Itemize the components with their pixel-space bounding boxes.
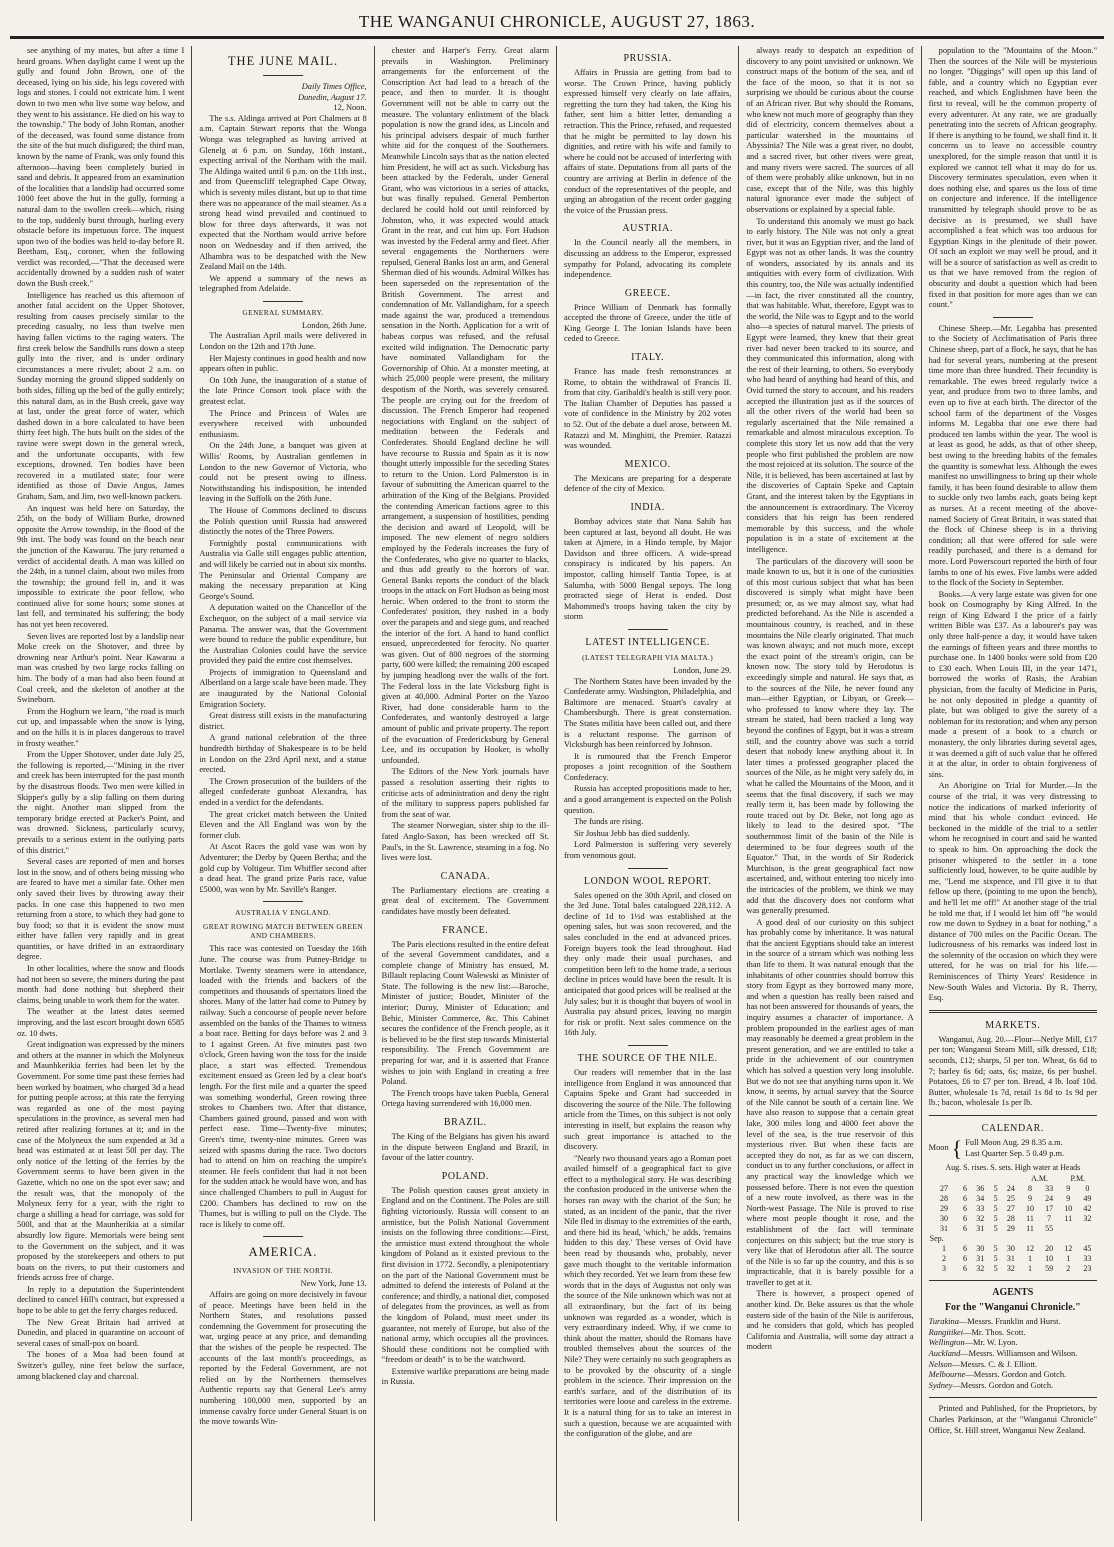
- agent-town: Turakina: [928, 1317, 959, 1327]
- paragraph: An inquest was held here on Saturday, the 25th, on the body of William Burke, drowned opposite the Arrow township, in the flood of the 9th inst. The body was found on the beach near the junction of the Kawarau. The jury returned a verdict of accidental death. A man was killed on the 24th, in a tunnel claim, about two miles from the township; the ground fell in, and it was impossible to extricate the poor fellow, who continued alive for some hours; some stones at last fell, and terminated his suffering; the body has not yet been recovered.: [17, 503, 185, 630]
- calendar-cell: 59: [1045, 1264, 1054, 1274]
- agent-line: [929, 1360, 1097, 1371]
- calendar-cell: 6: [962, 1184, 967, 1194]
- masthead-title: THE WANGANUI CHRONICLE, AUGUST 27, 1863.: [358, 12, 756, 31]
- calendar-cell: 6: [962, 1204, 967, 1214]
- calendar-cell: 9: [1028, 1194, 1032, 1204]
- paragraph: Sales opened on the 30th April, and closed on the 3rd June. Total bales catalogued 228,112. A decline of 1d to 1½d was established at the opening sales, but was soon recovered, and the sales concluded in the end at advanced prices. Foreign buyers took the lead throughout. Had they only made their usual purchases, and competition been left to the home trade, a serious decline in prices would have been the result. It is anticipated that good prices will be realised at the July sales; but it is thought that buyers of wool in Australia pay absurd prices, leaving no margin for risk or profit. Next sales commence on the 16th July.: [563, 890, 732, 1038]
- calendar-cell: 30: [976, 1244, 985, 1254]
- paragraph: Affairs are going on more decisively in favour of peace. Meetings have been held in the Northern States, and resolutions passed condemning the Government for prosecuting the war, urging peace at any price, and demanding that the wishes of the people be respected. The accounts of the last month's proceedings, as reported by the Federal Government, are not relied on by the Northerners themselves Authentic reports say that General Lee's army numbering 100,000 men, supported by an immense cavalry force under General Stuart is on the move towards Win-: [199, 1289, 367, 1427]
- calendar-cell: 49: [1083, 1194, 1092, 1204]
- section-title-italy: ITALY.: [631, 352, 665, 364]
- brace-icon: {: [951, 1135, 963, 1161]
- paragraph-aborigine-trial: An Aborigine on Trial for Murder.—In the course of the trial, it was very distressing to notice the indications of marked inferiority of mind that his whole conduct evinced. He beckoned in the middle of the trial to a settler whom he recognised in court and said he wanted to speak to him. On approaching the dock the prisoner whispered to the settler in a tone sufficiently loud, however, to be quite audible by me, "Lend me sixpence, and I'll give it to that fellow up there, (pointing to me upon the bench), and he'll let me off!" At another stage of the trial he told me that, if I would let him off "he would row me down to Sydney in a boat for nothing," a distance of 700 miles on the Pacific Ocean. The ludicrousness of his remarks was indeed lost in the solemnity of the occasion on which they were uttered, for he was on trial for his life.—Reminiscences of Thirty Years' Residence in New-South Wales and Victoria. By R. Therry, Esq.: [928, 781, 1097, 1003]
- divider: [263, 1236, 303, 1237]
- paragraph: The s.s. Aldinga arrived at Port Chalmers at 8 a.m. Captain Stewart reports that the Wonga Wonga was telegraphed as having arrived at Glenelg at 6 p.m. on Sunday, 16th instant., expecting arrival of the Northam with the mail. The Aldinga waited until 6 p.m. on the 11th inst., and from Queenscliff telegraphed Cape Otway, which is seventy miles distant, but up to that time there was no appearance of the mail steamer. As a strong head wind prevailed and continued to blow for three days afterwards, it was not expected that the Northam would arrive before noon on Wednesday and if then arrived, the Alhambra was to be despatched with the New Zealand Mail on the 14th.: [199, 113, 367, 272]
- agent-name: —Messrs. C. & J. Elliott.: [951, 1359, 1038, 1369]
- calendar-cell: 31: [976, 1224, 985, 1234]
- paragraph: Great distress still exists in the manufacturing district.: [199, 711, 367, 731]
- calendar-cell: 36: [976, 1184, 985, 1194]
- divider: [929, 1280, 1097, 1281]
- calendar-cell: 8: [1028, 1184, 1032, 1194]
- paragraph: This race was contested on Tuesday the 16th June. The course was from Putney-Bridge to Mortlake. Twenty steamers were in attendance, loaded with the friends and backers of the competitors and thousands of spectators lined the shores. Many of the latter had come to Putney by railway. Such a concourse of people never before assembled on the banks of the Thames to witness a boat race. Betting for days before was 2 and 3 to 1 against Green. At five minutes past two o'clock, Green having won the toss for the inside place, a start was effected. Tremendous excitement ensued as Green led by a clear boat's length. For the first mile and a quarter the speed was something wonderful, Green rowing three strokes to Chambers two. After that distance, Chambers gained ground, passed and won with perfect ease. Time—Twenty-five minutes; Green's time, twenty-nine minutes. Green was seized with spasms during the race. Two doctors had to attend on him on reaching the umpire's steamer. He feels confident that had it not been for the sudden attack he would have won, and has since challenged Chambers to pull in August for £200. Chambers has declined to row on the Thames, but is willing to pull on the Clyde. The race is likely to come off.: [199, 944, 367, 1229]
- section-title-brazil: BRAZIL.: [443, 1117, 487, 1128]
- paragraph: Prince William of Denmark has formally accepted the throne of Greece, under the title of King George I. The Ionian Islands have been ceded to Greece.: [563, 302, 732, 344]
- calendar-row: [929, 1184, 1097, 1194]
- calendar-row: [929, 1254, 1097, 1264]
- calendar-cell: 11: [1026, 1224, 1034, 1234]
- column-1: [10, 46, 192, 1521]
- paragraph: Our readers will remember that in the last intelligence from England it was announced that Captains Speke and Grant had succeeded in discovering the source of the Nile. The following article from the Times, on this subject is not only interesting in itself, but explains the reason why such great importance is attached to the discovery.: [563, 1067, 732, 1152]
- calendar-cell: 32: [976, 1264, 985, 1274]
- calendar-cell: 5: [993, 1214, 998, 1224]
- calendar-cell: 6: [962, 1254, 967, 1264]
- paragraph: The Crown prosecution of the builders of the alleged confederate gunboat Alexandra, has ended in a verdict for the defendants.: [199, 776, 367, 807]
- paragraph: In reply to a deputation the Superintendent declined to cancel Hill's contract, but expressed a hope to be able to get the ferry charges reduced.: [17, 1284, 185, 1316]
- paragraph: Great indignation was expressed by the miners and others at the manner in which the Molyneux and Maunhkerikia ferries had been let by the Government. For some time past these ferries had been worked by boatmen, who charged 3d a head for putting people across; at this rate the ferrying was regarded as one of the most paying speculations in the province, as several men had retired after realizing fortunes at it; and in the case of the Molyneux the sum expended at 3d a head was estimated at at least 50l per day. The only notice of the letting of the ferries by the Government seems to have been given in the Gazette, which no one on the spot ever saw; and the result was, that the monopoly of the Molyneux ferry for a year, with the right to charge a shilling a head for carriage, was sold for 500l, and that at the Maunherikia at a similar absurdly low figure. Memorials were being sent to the Government on the subject, and it was proposed by the storekeepers and others to put boats on the rivers, to put their customers and friends across free of charge.: [17, 1040, 185, 1283]
- moon-phase-list: [965, 1138, 1064, 1159]
- paragraph: Affairs in Prussia are getting from bad to worse. The Crown Prince, having publicly expressed himself very clearly on late affairs, regretting the turn they had taken, the King his father, sent him a bitter letter, demanding a retraction. This the Prince, refused, and requested that he might be permitted to lay down his dignities, and retire with his wife and family to where he could not be accused of interfering with affairs of state. Deputations from all parts of the country are arriving at Berlin in defence of the conduct of the representatives of the people, and urging an abrogation of the recent order gagging the voice of the Prussian press.: [563, 68, 732, 215]
- paragraph: The funds are rising.: [573, 817, 644, 827]
- calendar-table: [929, 1174, 1097, 1274]
- paragraph: From the Hogburn we learn, "the road is much cut up, and impassable when the snow is lying, and on the hills it is in places dangerous to travel in frosty weather.": [17, 706, 185, 748]
- paragraph: see anything of my mates, but after a time I heard groans. When daylight came I went up the gully and found John Brown, one of the deceased, lying on his side, his legs covered with logs and stones. I could not extricate him. I went down to two men who live some way below, and they went to his assistance. He died on his way to the township." The body of John Roman, another of the deceased, was found some distance from the site of the hut much disfigured; the third man, known by the name of Frank, was only found this afternoon—having been completely buried in sand and debris. It appeared from an examination of the localities that a landslip had occurred some 1000 feet above the hut in the gully, forming a natural dam to the swollen creek—which, rising to the top, suddenly burst through, hurling every obstacle before its impetuous force. The inquest upon two of the bodies was held to-day before R. Beetham, Esq., coroner, when the following verdict was recorded,—"That the deceased were accidentally drowned by a sudden rush of water down the Bush creek.": [17, 46, 185, 289]
- dateline-london: London, June 29.: [673, 665, 732, 675]
- calendar-cell: 5: [993, 1244, 998, 1254]
- paragraph: Intelligence has reached us this afternoon of another fatal accident on the Upper Shotover, resulting from causes precisely similar to the preceding casualty, no less than twelve men having fallen victims to the raging waters. The first creek below the Sandhills runs down a steep gully into the river, and is under ordinary circumstances a mere rivulet; about 2 a.m. on Sunday morning the ground slipped suddenly on both sides, filling up the bed of the gully entirely; this natural dam, as in the Bush creek, gave way at last, under the great force of water, which dashed down in a bore calculated to have been thirty feet high. The huts built on the sides of the ravine were swept down in the general wreck, and the unfortunate occupants, with few exceptions, drowned. Ten bodies have been recovered in a mutilated state; four were identified as those of Davie Angus, James Graham, Sam, and Jim, two well-known packers.: [17, 290, 185, 501]
- calendar-cell: 12: [1064, 1244, 1073, 1254]
- calendar-body-aug: [929, 1184, 1097, 1234]
- paragraph: The Parliamentary elections are creating a great deal of excitement. The Government candidates have mostly been defeated.: [381, 885, 549, 916]
- calendar-cell: 31: [939, 1224, 948, 1234]
- calendar-cell: 7: [1047, 1214, 1052, 1224]
- section-title-markets: MARKETS.: [985, 1019, 1041, 1031]
- moon-last-quarter: Last Quarter Sep. 5 0.49 p.m.: [965, 1148, 1065, 1158]
- paragraph-chinese-sheep: Chinese Sheep.—Mr. Legabba has presented to the Society of Acclimatisation of Paris three Chinese sheep, part of a flock, he says, that he has had for several years, numbering at the present time more than three hundred. Their fecundity is remarkable. The ewes breed regularly twice a year, and produce from two to three lambs, and even up to five at each birth. The director of the school farm of the department of the Vosges informs M. Legabba that one ewe there had produced ten lambs within the year. The wool is at least as good, he adds, as that of other sheep, best owing to the breeding habits of the females the quantity is somewhat less. Although the ewes manifest no unwillingness to bring up their whole family, it has been found desirable to allow them to suckle only two lambs each, goats being kept as nurses. At a recent meeting of the above-named Society of Great Britain, it was stated that the flock of Chinese sheep is in a thriving condition; all that were offered for sale were readily purchased, and there is a demand for more. Lord Powerscourt reported the birth of four lambs to one of his ewes. Five lambs were added to the flock of the Society in September.: [928, 323, 1097, 588]
- section-title-austria: AUSTRIA.: [622, 223, 673, 235]
- paragraph: "Nearly two thousand years ago a Roman poet availed himself of a geographical fact to give effect to a mythological story. He was describing the confusion produced in the universe when the horses ran away with the chariot of the Sun; he stated, as an incident of the panic, that the river Nile fled in dismay to the extremities of the earth, and there hid its head, 'which,' he adds, 'remains hidden to this day.' These verses of Ovid have been read by thousands who, probably, never gave much thought to the veritable information which they recorded. Yet we learn from these few words that in the days of Augustus not only was the source of the Nile unknown which was not at all extraordinary, but the fact of its being unknown was regarded as a wonder, which is very extraordinary indeed. Why, if we come to think about the matter, should the Romans have troubled themselves about the sources of the Nile? They were certainly no such geographers as to be provoked by the obscurity of a single problem in the science. Their impression on the earth's surface, and of the distribution of its territories were loose and careless in the extreme. It is a natural thing for us to take an interest in such a question, because we are acquainted with the configuration of the globe, and are: [563, 1153, 732, 1439]
- paragraph: From the Upper Shotover, under date July 25, the following is reported,—"Mining in the river and creek has been interrupted for the past month by the disastrous floods. Two men were killed in Skipper's gully by a slip falling on them during the night. Another man slipped from the temporary bridge erected at Packer's Point, and was drowned. Sickness, particularly scurvy, prevails to a serious extent in the outlying parts of this district.": [17, 750, 185, 855]
- dateline-summary: London, 26th June.: [301, 320, 367, 330]
- calendar-cell: 17: [1045, 1204, 1054, 1214]
- paragraph: The French troops have taken Puebla, General Ortega having surrendered with 16,000 men.: [381, 1088, 549, 1109]
- dateline-new-york: New York, June 13.: [300, 1279, 367, 1289]
- agent-town: Melbourne: [928, 1370, 966, 1380]
- calendar-row: [929, 1224, 1097, 1234]
- divider: [929, 1010, 1097, 1013]
- calendar-cell: 29: [1006, 1224, 1015, 1234]
- section-title-general-summary: GENERAL SUMMARY.: [242, 307, 324, 317]
- section-title-wool-report: LONDON WOOL REPORT.: [583, 875, 712, 887]
- calendar-cell: 32: [976, 1214, 985, 1224]
- section-title-australia-england: AUSTRALIA V ENGLAND.: [235, 908, 331, 918]
- section-title-latest: LATEST INTELLIGENCE.: [585, 636, 710, 648]
- paragraph: On 10th June, the inauguration of a statue of the late Prince Consort took place with the greatest eclat.: [199, 375, 367, 407]
- agent-name: —Messrs. Williamson and Wilson.: [960, 1348, 1078, 1358]
- paragraph: always ready to despatch an expedition of discovery to any point unvisited or unknown. We construct maps of the bottom of the sea, and of the face of the moon, so that it is not so surprising we should be curious about the course of an African river. But why should the Romans, who knew not much more of geography than they did of electricity, concern themselves about a particular watershed in the mountains of Abyssinia? The Nile was a great river, no doubt, and a sacred river, but other rivers were great, and many rivers were sacred. The sources of all of them were probably alike unknown, but in no case, except that of the Nile, was this highly natural ignorance ever made the subject of observations or explained by a special fable.: [746, 46, 914, 214]
- calendar-cell: [1059, 1224, 1078, 1234]
- calendar-cell: 30: [1006, 1244, 1015, 1254]
- calendar-pm: P.M.: [1070, 1174, 1086, 1184]
- calendar-cell: 6: [962, 1264, 967, 1274]
- masthead: [10, 8, 1104, 38]
- calendar-cell: 20: [1045, 1244, 1054, 1254]
- calendar-cell: 5: [993, 1204, 998, 1214]
- paragraph: The Editors of the New York journals have passed a resolution asserting their rights to criticise acts of administration and deny the right of the military to suppress papers published far from the seat of war.: [381, 767, 549, 819]
- agent-name: —Mr. Thos. Scott.: [963, 1327, 1026, 1337]
- calendar-cell: 5: [993, 1224, 998, 1234]
- column-6: [922, 46, 1104, 1521]
- calendar-cell: 9: [1066, 1194, 1071, 1204]
- paragraph: A grand national celebration of the three hundredth birthday of Shakespeare is to be held in London on the 23rd April next, and a statue erected.: [199, 733, 367, 775]
- calendar-cell: 10: [1064, 1204, 1073, 1214]
- paragraph: We append a summary of the news as telegraphed from Adelaide.: [199, 273, 367, 294]
- paragraph: France has made fresh remonstrances at Rome, to obtain the withdrawal of Francis II. from that city. Garibaldi's health is still very poor. The Italian Chamber of Deputies has passed a vote of confidence in the Ministry by 202 votes to 52. Out of the debate a duel arose, between M. Ratazzi and M. Minghitti, the Premier. Ratazzi was wounded.: [563, 367, 732, 451]
- paragraph: population to the "Mountains of the Moon." Then the sources of the Nile will be mysterious no longer. "Diggings" will open up this land of fable, and a country which no Egyptian ever reached, and which Englishmen have been the first to reveal, will be the common property of every adventurer. At any rate, we are gradually penetrating into the secrets of African geography. If there is anything to be found, we shall find it. It concerns us to leave no accessible country unexplored, for the simple reason that until it is explored we cannot tell what it may do for us. Discovery terminates speculation, even when it does nothing else, and spares us the loss of time on conjecture and inference. If the intelligence transmitted by telegraph should prove to be as decisive as is presumed, we shall have accomplished a feat which was too arduous for Egyptian Kings in the plenitude of their power. Of such an exploit we may well be proud, and it will be a source of satisfaction as well as credit to us that we have removed from the region of obscurity and doubt a question which had been fixed in that position for more ages than we can count.": [928, 46, 1097, 310]
- paragraph: The Paris elections resulted in the entire defeat of the several Government candidates, and a complete change of Ministry has ensued, M. Billault replacing Count Walewski as Minister of State. The following is the new list:—Baroche, Minister of justice; Boudet, Minister of the interior; Duruy, Minister of Education; and Behic, Minister Commerce, &c. This Cabinet secures the confidence of the French people, as it is believed to be the first step towards Ministerial responsibility. The French Government are preparing for war, and it is asserted that France wishes to join with England in creating a free Poland.: [381, 939, 549, 1087]
- agent-town: Auckland: [928, 1348, 961, 1358]
- paragraph: Extensive warlike preparations are being made in Russia.: [381, 1366, 549, 1387]
- calendar-cell: 6: [962, 1244, 967, 1254]
- paragraph: There is however, a prospect opened of another kind. Dr. Beke assures us that the whole eastern side of the basin of the Nile is auriferous, and he considers that gold, which has peopled California and Australia, will some day attract a modern: [746, 1289, 914, 1352]
- divider: [263, 301, 303, 302]
- calendar-cell: 27: [1006, 1204, 1015, 1214]
- divider: [993, 317, 1033, 318]
- paragraph: Lord Palmerston is suffering very severely from venomous gout.: [563, 840, 732, 861]
- section-title-america: AMERICA.: [248, 1245, 318, 1260]
- paragraph: chester and Harper's Ferry. Great alarm prevails in Washington. Preliminary arrangements for the enforcement of the Conscription Act had lead to a breach of the peace, and then to murder. It is thought Government will not be able to carry out the measure. The voluntary enlistment of the black population is now the grand idea, as Lincoln and his principal advisers despair of much further white aid for the conquest of the Southerners. Meanwhile Lincoln says that as the nation elected him President, he will act as such. Vicksburg has been attacked by the Federals, under General Grant, who was victorious in a series of attacks, but was finally repulsed. General Pemberton declared he could hold out until reinforced by Johnston, who, it was expected would attack Grant in the rear, and cut him up. Fort Hudson was invested by the Federal army and fleet. After several engagements the Northerners were repulsed, General Banks lost an arm, and General Sherman died of his wounds. Admiral Wilkes has been superseded on the representation of the British Government. The arrest and condemnation of Mr. Vallandigham, for a speech made against the war, produced a tremendous sensation in the North. Application for a writ of habeas corpus was refused, and the refusal excited wild indignation. The Democratic party have nominated Vallandigham for the Governorship of Ohio. At a monster meeting, at which 25,000 people were present, the military despotism of the North, was severely censured. The people are crying out for the freedom of discussion. The French Emperor had reopened negociations with England on the subject of meditation between the Federals and Confederates. Should England decline he will have recourse to Russia and Spain as it is now thought utterly impossible for the seceding States to return to the Union. Lord Palmerston is in favour of submitting the American quarrel to the arbitration of the King of the Belgians. Provided the contending American factions agree to this arrangement, a suspension of hostilities, pending the decision and award of Leopold, will be imposed. The new element of negro soldiers employed by the Federals increases the fury of the Confederates, who give no quarter to blacks, and thus add greatly to the horrors of war. General Banks reports the conduct of the black troops in the attack on Fort Hudson as being most heroic. When ordered to the front to storm the Confederates' position, they rushed in a body over the parapets and and siege guns, and reached the interior of the fort. A hand to hand conflict ensued, unprecedented for ferocity. No quarter was given. Out of 800 negroes of the storming party, 600 were killed; the remaining 200 escaped by jumping headlong over the walls of the fort. The Federal loss in the late Vicksburg fight is given at 40,000. Admiral Porter on the Yazoo River, had done considerable harm to the Confederates, and wantonly destroyed a large amount of public and private property. The report of the evacuation of Fredericksburg by General Lee, and its occupation by Hooker, is wholly unfounded.: [381, 46, 549, 765]
- dateline-place: Dunedin, August 17.: [297, 92, 367, 102]
- column-3: [375, 46, 557, 1521]
- calendar-cell: 24: [1045, 1194, 1054, 1204]
- calendar-cell: 6: [962, 1224, 967, 1234]
- calendar-cell: 12: [1026, 1244, 1034, 1254]
- paragraph: The Mexicans are preparing for a desperate defence of the city of Mexico.: [563, 473, 732, 494]
- agent-name: —Messrs. Franklin and Hurst.: [958, 1317, 1061, 1327]
- calendar-cell: [1078, 1224, 1097, 1234]
- section-title-greece: GREECE.: [624, 287, 671, 299]
- paragraph: It is rumoured that the French Emperor proposes a joint recognition of the Southern Confederacy.: [563, 751, 732, 782]
- agent-town: Wellington: [928, 1338, 965, 1348]
- calendar-cell: 25: [1006, 1194, 1015, 1204]
- agent-line: [929, 1370, 1097, 1381]
- calendar-am: A.M.: [1031, 1174, 1048, 1184]
- calendar-cell: 45: [1083, 1244, 1092, 1254]
- section-title-poland: POLAND.: [441, 1170, 489, 1182]
- paragraph: On the 24th June, a banquet was given at Willis' Rooms, by Australian gentlemen in London to the new Governor of Victoria, who could not be present owing to illness. Notwithstanding his indisposition, he intended leaving in the Suffolk on the 26th June.: [199, 441, 367, 504]
- paragraph: The great cricket match between the United Eleven and the All England was won by the former club.: [199, 809, 367, 840]
- divider: [263, 901, 303, 902]
- calendar-cell: 1: [1028, 1254, 1032, 1264]
- paragraph: The Polish question causes great anxiety in England and on the Continent. The Poles are still fighting victoriously. Russia will consent to an armistice, but the Polish National Government insists on the following three conditions:—First, the armistice must extend throughout the whole kingdom of Poland as it existed previous to the first division in 1772. Secondly, a plenipotentiary on the part of the National Government must be admitted to defend the interests of Poland at the conference; and thirdly, a national diet, composed of delegates from the provinces, as well as from the kingdom of Poland, must meet under its guarantee, not merely of Europe, but also of the national army, which occupies all the provinces. Should these conditions not be complied with "freedom or death" is to be the watchword.: [381, 1185, 549, 1365]
- divider: [929, 1397, 1097, 1398]
- calendar-cell: 2: [1066, 1264, 1071, 1274]
- section-title-calendar: CALENDAR.: [981, 1123, 1044, 1134]
- calendar-cell: 33: [1083, 1254, 1092, 1264]
- paragraph: The Australian April mails were delivered in London on the 12th and 17th June.: [199, 331, 367, 352]
- column-5: [739, 46, 921, 1521]
- paragraph: The Northern States have been invaded by the Confederate army. Washington, Philadelphia, and Baltimore are menaced. Stuart's cavalry at Chambersburgh. There is great consternation. The States militia have been called out, and there is a reluctant response. The garrison of Vicksburgh has been reinforced by Johnson.: [563, 676, 732, 750]
- column-4: [557, 46, 739, 1521]
- paragraph: To understand this anomaly we must go back to early history. The Nile was not only a great river, but it was an Egyptian river, and the land of Egypt was not as other lands. It was the country of wonders, associated by its annals and its antiquities with every form of civilization. With this country, too, the Nile was actually indentified—in fact, the river constituted all the country, that was habitable. What, therefore, Egypt was to the world, the Nile was to Egypt and to the world also—a species of natural marvel. The priests of Egypt were learned, they knew that their great river had never been tracked to its source, and they communicated this information, along with the rest of their learning, to others. So everybody who had heard of anything had heard of this, and Ovid turned the story to account, and his readers accepted the illustration just as if the sources of all the other rivers of the world had been so regularly ascertained that the Nile remained a remarkable and almost miraculous exception. To complete this story let us now add that the very people who first published the problem are now the most rejoiced at its solution. The source of the Nile, it is believed, has been ascertained at last by the discoveries of Captain Speke and Captain Grant, and the interest taken by the Egyptians in the announcement is extraordinary. The Viceroy considers that his reign has been rendered memorable by this success, and the whole population is in a state of excitement at the intelligence.: [746, 216, 914, 554]
- paragraph: The weather at the latest dates seemed improving, and the last escort brought down 6585 oz. 10 dwts.: [17, 1007, 185, 1038]
- calendar-header-row: [929, 1174, 1097, 1184]
- agents-list: [929, 1317, 1097, 1391]
- agent-line: [929, 1349, 1097, 1360]
- section-subtitle-malta: (LATEST TELEGRAPH VIA MALTA.): [582, 652, 714, 662]
- section-subtitle-rowing: GREAT ROWING MATCH BETWEEN GREEN AND CHAMBERS.: [202, 922, 364, 941]
- masthead-rule: [10, 38, 1104, 40]
- calendar-sep-label: Sep.: [929, 1234, 944, 1244]
- paragraph: Fortnightly postal communications with Australia via Galle still engages public attention, and will likely be carried out in about six months. The Peninsular and Oriental Company are making the necessary preparation at King George's Sound.: [199, 538, 367, 601]
- calendar-cell: 32: [1006, 1264, 1015, 1274]
- calendar-cell: 34: [976, 1194, 985, 1204]
- calendar-cell: 5: [993, 1184, 998, 1194]
- calendar-row: [929, 1214, 1097, 1224]
- paragraph: In the Council nearly all the members, in discussing an address to the Emperor, expressed sympathy for Poland, advocating its complete independence.: [563, 238, 732, 280]
- paragraph: Several cases are reported of men and horses lost in the snow, and of others being missing who are feared to have met a similar fate. Other men only saved their lives by throwing away their packs. In one case this happened to two men returning from a store, to which they had gone to buy food; so that it is evident the snow must either have fallen very rapidly and in great quantities, or have drifted in an extraordinary degree.: [17, 857, 185, 962]
- calendar-cell: 6: [962, 1194, 967, 1204]
- calendar-row: [929, 1264, 1097, 1274]
- calendar-cell: 11: [1064, 1214, 1073, 1224]
- calendar-cell: 42: [1083, 1204, 1092, 1214]
- calendar-caption: Aug. S. rises. S. sets. High water at Heads: [945, 1163, 1081, 1173]
- agent-line: [929, 1328, 1097, 1339]
- divider: [263, 75, 303, 76]
- calendar-cell: 1: [941, 1244, 946, 1254]
- calendar-cell: 32: [1083, 1214, 1092, 1224]
- calendar-cell: 9: [1066, 1184, 1071, 1194]
- agent-line: [929, 1338, 1097, 1349]
- paragraph: Her Majesty continues in good health and now appears often in public.: [199, 353, 367, 374]
- agent-town: Nelson: [928, 1359, 952, 1369]
- section-subtitle-agents: For the "Wanganui Chronicle.": [944, 1302, 1081, 1314]
- calendar-cell: 30: [939, 1214, 948, 1224]
- calendar-cell: 24: [1006, 1184, 1015, 1194]
- moon-label: Moon: [928, 1143, 949, 1153]
- divider: [929, 1115, 1097, 1116]
- calendar-cell: 11: [1026, 1214, 1034, 1224]
- paragraph: The Prince and Princess of Wales are everywhere received with unbounded enthusiasm.: [199, 408, 367, 439]
- calendar-cell: 28: [1006, 1214, 1015, 1224]
- divider: [628, 629, 668, 630]
- calendar-cell: 2: [941, 1254, 946, 1264]
- agent-town: Sydney: [928, 1380, 953, 1390]
- calendar-cell: 29: [939, 1204, 948, 1214]
- agent-name: —Mr. W. Lyon.: [964, 1338, 1018, 1348]
- calendar-cell: 5: [993, 1254, 998, 1264]
- calendar-cell: 33: [1045, 1184, 1054, 1194]
- moon-phases: [928, 1135, 1097, 1161]
- calendar-cell: 5: [993, 1194, 998, 1204]
- paragraph: Bombay advices state that Nana Sahib has been captured at last, beyond all doubt. He was taken at Ajmere, in a Hindo temple, by Major Davidson and three officers. A wide-spread conspiracy is indicated by his papers. An impostor, calling himself Tantia Topee, is at Salumba, with 5000 Bengal sepoys. The long protracted siege of Herat is ended. Dost Mahommed's troops having taken the city by storm: [563, 517, 732, 622]
- calendar-cell: 0: [1085, 1184, 1090, 1194]
- section-title-june-mail: THE JUNE MAIL.: [227, 54, 339, 68]
- section-title-india: INDIA.: [630, 502, 665, 513]
- paragraph: The House of Commons declined to discuss the Polish question until Russia had answered distinctly the notes of the Three Powers.: [199, 505, 367, 537]
- paragraph: The steamer Norwegian, sister ship to the ill-fated Anglo-Saxon, has been wrecked off St. Paul's, in the St. Lawrence, steaming in a fog. No lives were lost.: [381, 821, 549, 863]
- calendar-body-sep: [929, 1244, 1097, 1274]
- calendar-cell: 31: [1006, 1254, 1015, 1264]
- calendar-cell: 31: [976, 1254, 985, 1264]
- paragraph: The bones of a Moa had been found at Switzer's gulley, nine feet below the surface, among blackened clay and charcoal.: [17, 1350, 185, 1381]
- imprint: Printed and Published, for the Proprietors, by Charles Parkinson, at the "Wanganui Chronicle" Office, St. Hill street, Wanganui New Zealand.: [928, 1404, 1097, 1435]
- paragraph: The King of the Belgians has given his award in the dispute between England and Brazil, in favour of the latter country.: [381, 1132, 549, 1163]
- calendar-cell: 28: [939, 1194, 948, 1204]
- paragraph: Sir Joshua Jebb has died suddenly.: [573, 828, 690, 838]
- paragraph: The particulars of the discovery will soon be made known to us, but it is one of the curiosities of this most curious subject that what has been discovered is simply what might have been presumed; or, as we may almost say, what had predicted beforehand. As the Nile is ascended a mountainous country, is reached, and in these mountains the Nile clearly originated. That much was known always; and not much more, except the exact point of the stream's origin, can be known now. The story told by Herodotus is exceedingly simple and natural. He says that, as to the sources of the Nile, he never found any man—either Egyptian, or Libyan, or Greek—who professed to know where they lay. The stream he stated, had been tracked a long way beyond the confines of Egypt, but it was a stream still, and the country above was such a torrid desert that nobody knew anything about it. In later times a professed geographer placed the sources of the Nile, as he might very safely do, in what he called the Mountains of the Moon, and it seems that the final discovery, if such we may really term it, has been made by following the route traced out by Dr. Beke, not long ago as likely to lead to the desired spot. "The southernmost limit of the basin of the Nile is determined to be four degrees south of the Equator." That, in the words of Sir Roderick Murchison, is the great geographical fact now ascertained, and, without entering too nicely into the intricacies of the problem, we think we may add that the discovery does not conform what was generally presumed.: [746, 556, 914, 916]
- calendar-cell: 55: [1045, 1224, 1054, 1234]
- section-title-mexico: MEXICO.: [624, 458, 671, 470]
- paragraph: A good deal of our curiosity on this subject has probably come by inheritance. It was natural that the ancient Egyptians should take an interest in the source of a stream which was nothing less than life to them. It was natural enough that the inhabitants of other countries should borrow this story from Egypt as they borrowed many more, and when a question has really been raised and has not been answered for thousands of years, the inquiry assumes a character of importance. A problem propounded in the earliest ages of man may reasonably be deemed a great problem in the present generation, and we are entitled to take a pride in the achievement of our countrymen which has solved a question very long insoluble. But we do not see that anything turns upon it. We know, it seems, by actual survey that the Source of the Nile cannot be south of a certain line. We have also reason to suppose that a certain great lake, 300 miles long and 4000 feet above the level of the sea, is the true reservoir of this mysterious river. But when these facts are accepted they do not, as far as we can discern, conduct us to any further conclusions, or affect in any practical way the knowledge which we possessed before. There is not even the question of a new route involved, as there was in the North-west Passage. The Nile is proved to rise where most people thought it rose, and the establishment of the fact will terminate conjectures on this subject; but the true story is very like that of Herodotus after all. The source of the Nile is so far up the country, and this is so impracticable, that it is barely possible for a traveller to get at it.: [746, 917, 914, 1287]
- paragraph: Russia has accepted propositions made to her, and a good arrangement is expected on the Polish question.: [563, 784, 732, 815]
- section-title-agents: AGENTS: [992, 1287, 1034, 1299]
- section-subtitle-invasion: INVASION OF THE NORTH.: [233, 1266, 333, 1276]
- column-2: [192, 46, 374, 1521]
- calendar-row: [929, 1194, 1097, 1204]
- calendar-cell: 6: [962, 1214, 967, 1224]
- columns: [10, 46, 1104, 1521]
- divider: [628, 1045, 668, 1046]
- agent-name: —Messrs. Gordon and Gotch.: [965, 1370, 1067, 1380]
- dateline-office: Daily Times Office,: [301, 82, 367, 91]
- paragraph: Seven lives are reported lost by a landslip near Moke creek on the Shotover, and three by drowning near Arthur's point. Near Kawarau a man was crushed by two large rocks falling on him. The body of a man had also been found at Coal creek, and the skeleton of another at the Swineburn.: [17, 631, 185, 705]
- calendar-cell: 1: [1066, 1254, 1071, 1264]
- agent-line: [929, 1317, 1097, 1328]
- calendar-cell: 33: [976, 1204, 985, 1214]
- section-title-prussia: PRUSSIA.: [623, 53, 672, 64]
- moon-full: Full Moon Aug. 29 8.35 a.m.: [965, 1138, 1063, 1147]
- section-title-nile: THE SOURCE OF THE NILE.: [577, 1052, 718, 1064]
- section-title-canada: CANADA.: [440, 870, 491, 882]
- calendar-cell: 3: [941, 1264, 946, 1274]
- calendar-cell: 5: [993, 1264, 998, 1274]
- calendar-cell: 27: [939, 1184, 948, 1194]
- paragraph-markets: Wanganui, Aug. 20.—Flour—Netlye Mill, £17 per ton; Wanganui Steam Mill, silk dressed, £18; seconds, £12; sharps, 5l per ton. Wheat, 6s 6d to 7; barley 6s 6d; oats, 6s; maize, 6s per bushel. Potatoes, £6 to £7 per ton. Bread, 4 lb. loaf 10d. Butter, wholesale 1s 7d, retail 1s 8d to 1s 9d per lb.; bacon, wholesale 1s per lb.: [928, 1034, 1097, 1108]
- calendar-row: [929, 1204, 1097, 1214]
- calendar-cell: 10: [1026, 1204, 1034, 1214]
- paragraph: Projects of immigration to Queensland and Albertland on a large scale have been made. They are inaugurated by the National Colonial Emigration Society.: [199, 667, 367, 709]
- calendar-cell: 23: [1083, 1264, 1092, 1274]
- paragraph: At Ascot Races the gold vase was won by Adventurer; the Derby by Queen Bertha; and the gold cup by Voltigeur. Tim Whiffler second after a dead heat. The grand prize Paris race, value £5000, was won by Mr. Saville's Ranger.: [199, 842, 367, 894]
- calendar-row: [929, 1244, 1097, 1254]
- agent-town: Rangitikei: [928, 1327, 964, 1337]
- paragraph: The New Great Britain had arrived at Dunedin, and placed in quarantine on account of several cases of small-pox on board.: [17, 1317, 185, 1348]
- agent-name: —Messrs. Gordon and Gotch.: [952, 1380, 1054, 1390]
- dateline-time: 12, Noon.: [333, 103, 367, 113]
- calendar-cell: 1: [1028, 1264, 1032, 1274]
- divider: [628, 868, 668, 869]
- section-title-france: FRANCE.: [442, 924, 489, 936]
- calendar-sep-row: [929, 1234, 1097, 1244]
- paragraph-books: Books.—A very large estate was given for one book on Cosmography by King Alfred. In the reign of King Edward I the price of a fairly written Bible was £37. As a labourer's pay was only three half-pence a day, it would have taken the earnings of fifteen years and three months to purchase one. In 1400 books were sold from £20 to £30 each. When Louis III, in the year 1471, borrowed the works of Rasis, the Arabian physician, from the faculty of Medicine in Paris, he not only deposited in pledge a quantity of plate, but was obliged to give the surety of a nobleman for its restoration; and when any person made a present of a book to a church or monastery, the only libraries during several ages, it was deemed a gift of such value that he offered it at the altar, in order to obtain forgiveness of sins.: [928, 589, 1097, 779]
- paragraph: In other localities, where the snow and floods had not been so severe, the miners during the past month had done nothing but shepherd their claims, being unable to work them for the water.: [17, 964, 185, 1005]
- calendar-cell: 10: [1045, 1254, 1054, 1264]
- paragraph: A deputation waited on the Chancellor of the Exchequor, on the subject of a mail service via Panama. The answer was, that the Government were bound to reduce the public expenditure, but the Australian Colonies could have the service provided they paid the entire cost themselves.: [199, 603, 367, 666]
- agent-line: [929, 1381, 1097, 1392]
